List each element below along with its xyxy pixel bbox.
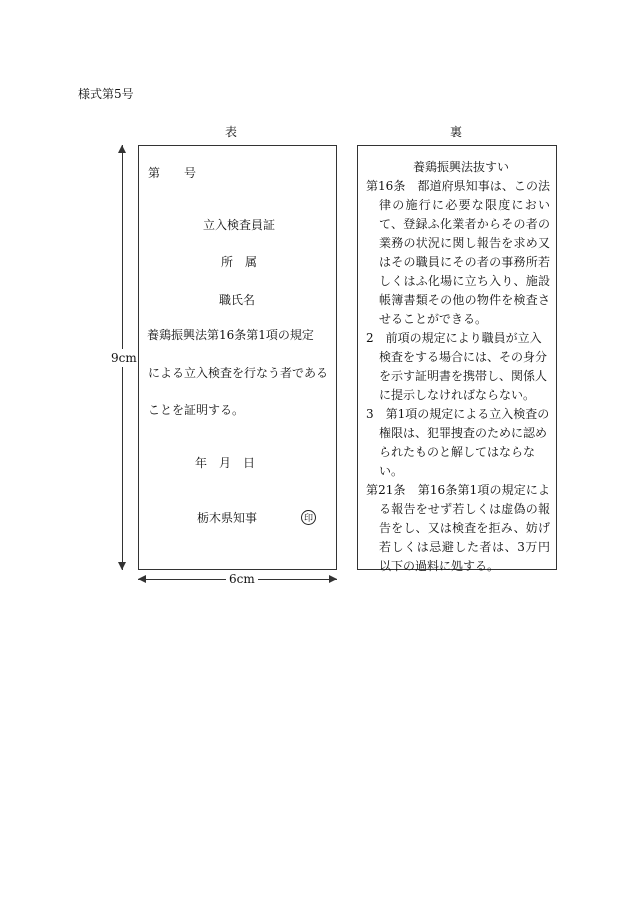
certificate-title: 立入検査員証 xyxy=(203,218,276,232)
certification-text-2: による立入検査を行なう者である xyxy=(148,366,329,380)
affiliation-label: 所 属 xyxy=(221,255,258,269)
name-label: 職氏名 xyxy=(219,293,256,307)
issuer-name: 栃木県知事 xyxy=(197,511,258,525)
certification-text-1: 養鶏振興法第16条第1項の規定 xyxy=(147,328,314,342)
certification-text-3: ことを証明する。 xyxy=(148,403,245,417)
height-label: 9cm xyxy=(111,351,137,365)
arrow-right-icon xyxy=(329,575,337,583)
article-16-paragraph-3: 3 第1項の規定による立入検査の権限は、犯罪捜査のために認められたものと解してはならない。 xyxy=(366,407,550,478)
form-number: 様式第5号 xyxy=(78,87,134,101)
arrow-up-icon xyxy=(118,145,126,153)
article-16-paragraph-2: 2 前項の規定により職員が立入検査をする場合には、その身分を示す証明書を携帯し、関係人に提示しなければならない。 xyxy=(366,331,548,402)
article-16: 第16条 都道府県知事は、この法律の施行に必要な限度において、登録ふ化業者からその者の業務の状況に関し報告を求め又はその職員にその者の事務所若しくはふ化場に立ち入り、施設帳簿書類その他の物件を検査させることができる。 xyxy=(366,179,550,326)
arrow-down-icon xyxy=(118,562,126,570)
front-card xyxy=(138,145,337,570)
article-21: 第21条 第16条第1項の規定による報告をせず若しくは虚偽の報告をし、又は検査を拒み、妨げ若しくは忌避した者は、3万円以下の過料に処する。 xyxy=(366,483,550,573)
arrow-left-icon xyxy=(138,575,146,583)
front-side-label: 表 xyxy=(225,125,238,139)
issue-date: 年 月 日 xyxy=(195,456,256,470)
back-card xyxy=(357,145,557,573)
width-label: 6cm xyxy=(226,572,258,586)
certificate-number: 第 号 xyxy=(148,166,197,180)
seal-mark: 印 xyxy=(301,510,316,525)
law-excerpt-title: 養鶏振興法抜すい xyxy=(412,160,509,174)
back-side-label: 裏 xyxy=(450,125,463,139)
